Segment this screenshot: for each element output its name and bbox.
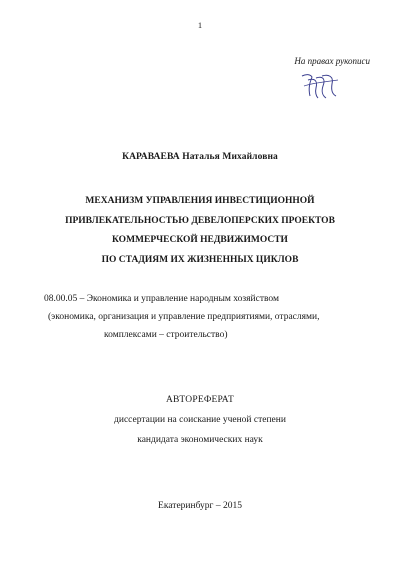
title-line: ПРИВЛЕКАТЕЛЬНОСТЬЮ ДЕВЕЛОПЕРСКИХ ПРОЕКТОВ bbox=[65, 215, 335, 226]
title-line: ПО СТАДИЯМ ИХ ЖИЗНЕННЫХ ЦИКЛОВ bbox=[101, 254, 299, 265]
specialty bbox=[0, 290, 400, 344]
abstract-block bbox=[0, 390, 400, 450]
title-line: МЕХАНИЗМ УПРАВЛЕНИЯ ИНВЕСТИЦИОННОЙ bbox=[85, 196, 315, 206]
abstract-line: кандидата экономических наук bbox=[137, 435, 263, 445]
author-name: КАРАВАЕВА Наталья Михайловна bbox=[122, 152, 278, 162]
specialty-line: 08.00.05 – Экономика и управление народным хозяйством bbox=[44, 294, 279, 304]
rights-note: На правах рукописи bbox=[294, 56, 370, 66]
abstract-heading: АВТОРЕФЕРАТ bbox=[165, 395, 235, 405]
title-line: КОММЕРЧЕСКОЙ НЕДВИЖИМОСТИ bbox=[112, 235, 288, 245]
page-number: 1 bbox=[197, 20, 203, 30]
specialty-line: (экономика, организация и управление предприятиями, отраслями, bbox=[48, 312, 320, 322]
city-year: Екатеринбург – 2015 bbox=[158, 501, 242, 511]
handwritten-signature bbox=[296, 68, 342, 104]
specialty-line: комплексами – строительство) bbox=[104, 330, 228, 340]
dissertation-title bbox=[0, 192, 400, 270]
abstract-line: диссертации на соискание ученой степени bbox=[114, 415, 286, 425]
